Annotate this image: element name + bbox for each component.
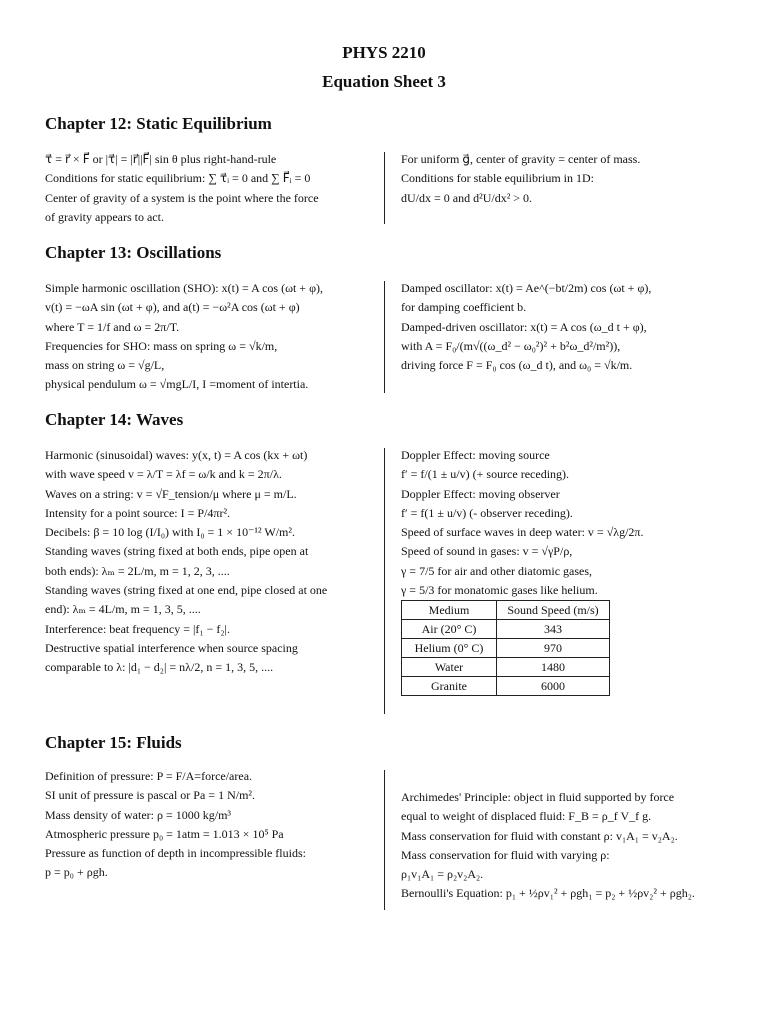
table-row [402,677,610,696]
table-header-cell: Medium [402,601,497,620]
equation-line: Mass conservation for fluid with varying ρ: [401,847,610,862]
equation-line: Doppler Effect: moving observer [401,486,560,501]
equation-line: where T = 1/f and ω = 2π/T. [45,319,180,334]
equation-line: Speed of surface waves in deep water: v = √λg/2π. [401,525,644,540]
equation-line: Bernoulli's Equation: p₁ + ½ρv₁² + ρgh₁ = p₂ + ½ρv₂² + ρgh₂. [401,886,695,901]
chapter-14-right-column [401,446,731,600]
equation-line: γ = 5/3 for monatomic gases like helium. [401,583,598,598]
equation-line: Waves on a string: v = √F_tension/μ where μ = m/L. [45,486,297,501]
table-row [402,658,610,677]
column-divider [384,770,385,910]
table-cell: Granite [402,677,497,696]
equation-line: both ends): λₘ = 2L/m, m = 1, 2, 3, .... [45,563,230,578]
equation-line: For uniform g⃗, center of gravity = center of mass. [401,152,641,166]
chapter-15-left-column [45,767,370,883]
column-divider [384,448,385,714]
equation-line: Damped-driven oscillator: x(t) = A cos (ω_d t + φ), [401,319,647,334]
equation-line: Mass density of water: ρ = 1000 kg/m³ [45,807,231,822]
equation-line: Conditions for static equilibrium: ∑ τ⃗ᵢ = 0 and ∑ F⃗ᵢ = 0 [45,171,311,186]
sheet-subtitle: Equation Sheet 3 [322,72,446,91]
table-row [402,639,610,658]
equation-line: Interference: beat frequency = |f₁ − f₂|. [45,621,230,636]
equation-line: Intensity for a point source: I = P/4πr². [45,505,231,520]
equation-line: Damped oscillator: x(t) = Ae^(−bt/2m) cos (ωt + φ), [401,281,652,295]
equation-line: Center of gravity of a system is the point where the force [45,190,319,205]
table-cell: 1480 [497,658,610,677]
equation-line: Frequencies for SHO: mass on spring ω = √k/m, [45,338,278,353]
equation-line: Mass conservation for fluid with constant ρ: v₁A₁ = v₂A₂. [401,828,678,843]
equation-line: f′ = f(1 ± u/v) (- observer receding). [401,505,573,520]
equation-line: τ⃗ = r⃗ × F⃗ or |τ⃗| = |r⃗||F⃗| sin θ plus right-hand-rule [45,152,277,166]
equation-line: Speed of sound in gases: v = √γP/ρ, [401,544,573,559]
column-divider [384,152,385,224]
chapter-13-heading: Chapter 13: Oscillations [45,243,222,262]
equation-line: SI unit of pressure is pascal or Pa = 1 N/m². [45,788,255,803]
equation-line: for damping coefficient b. [401,300,527,315]
equation-line: Simple harmonic oscillation (SHO): x(t) = A cos (ωt + φ), [45,281,323,295]
chapter-13-right-column [401,279,731,375]
equation-line: γ = 7/5 for air and other diatomic gases, [401,563,593,578]
table-cell: 6000 [497,677,610,696]
equation-line: Standing waves (string fixed at both ends, pipe open at [45,544,309,559]
equation-line: with A = F₀/(m√((ω_d² − ω₀²)² + b²ω_d²/m²)), [401,338,621,353]
table-header-cell: Sound Speed (m/s) [497,601,610,620]
chapter-12-left-column [45,150,370,227]
equation-line: p = p₀ + ρgh. [45,865,108,880]
equation-line: dU/dx = 0 and d²U/dx² > 0. [401,190,533,205]
equation-line: Destructive spatial interference when source spacing [45,640,298,655]
chapter-15-heading: Chapter 15: Fluids [45,733,182,752]
equation-line: Atmospheric pressure p₀ = 1atm = 1.013 × 10⁵ Pa [45,826,284,841]
equation-line: driving force F = F₀ cos (ω_d t), and ω₀ = √k/m. [401,358,633,373]
chapter-12-heading: Chapter 12: Static Equilibrium [45,114,272,133]
chapter-14-left-column [45,446,370,678]
equation-line: v(t) = −ωA sin (ωt + φ), and a(t) = −ω²A cos (ωt + φ) [45,300,300,315]
chapter-15-right-column [401,788,731,904]
sound-speed-table [401,600,610,696]
table-header-row [402,601,610,620]
equation-line: equal to weight of displaced fluid: F_B = ρ_f V_f g. [401,809,652,824]
column-divider [384,281,385,393]
equation-line: physical pendulum ω = √mgL/I, I =moment of intertia. [45,377,309,392]
equation-line: Conditions for stable equilibrium in 1D: [401,171,594,186]
chapter-12-right-column [401,150,731,208]
equation-line: comparable to λ: |d₁ − d₂| = nλ/2, n = 1, 3, 5, .... [45,660,274,675]
equation-line: Doppler Effect: moving source [401,448,550,462]
equation-line: Standing waves (string fixed at one end, pipe closed at one [45,583,328,598]
equation-line: mass on string ω = √g/L, [45,358,165,373]
chapter-14-heading: Chapter 14: Waves [45,410,184,429]
equation-line: Archimedes' Principle: object in fluid supported by force [401,790,675,804]
table-cell: Helium (0° C) [402,639,497,658]
equation-line: Pressure as function of depth in incompressible fluids: [45,846,306,861]
equation-line: Harmonic (sinusoidal) waves: y(x, t) = A cos (kx + ωt) [45,448,308,462]
table-cell: 970 [497,639,610,658]
table-cell: Air (20° C) [402,620,497,639]
table-cell: Water [402,658,497,677]
course-title: PHYS 2210 [342,43,426,62]
equation-line: with wave speed v = λ/T = λf = ω/k and k = 2π/λ. [45,467,282,482]
equation-line: f′ = f/(1 ± u/v) (+ source receding). [401,467,570,482]
table-row [402,620,610,639]
equation-line: ρ₁v₁A₁ = ρ₂v₂A₂. [401,867,484,882]
chapter-13-left-column [45,279,370,395]
equation-line: Decibels: β = 10 log (I/I₀) with I₀ = 1 × 10⁻¹² W/m². [45,525,295,540]
table-cell: 343 [497,620,610,639]
equation-line: end): λₘ = 4L/m, m = 1, 3, 5, .... [45,602,201,617]
equation-line: of gravity appears to act. [45,209,164,224]
equation-line: Definition of pressure: P = F/A=force/area. [45,769,253,783]
